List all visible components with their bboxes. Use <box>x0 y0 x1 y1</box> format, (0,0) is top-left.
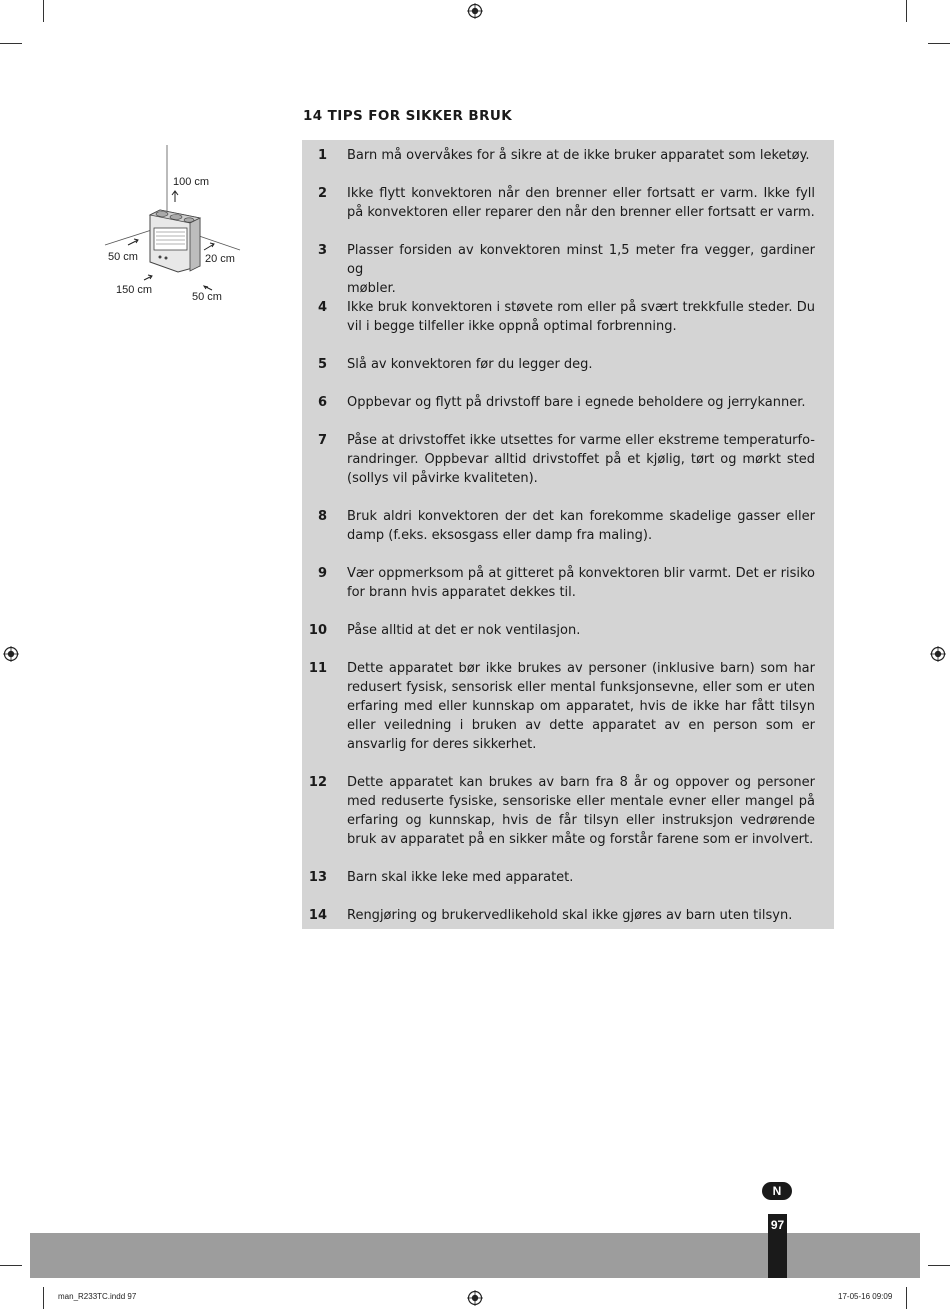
tip-text-line: Plasser forsiden av konvektoren minst 1,5 meter fra vegger, gardiner og <box>347 243 815 277</box>
tip-text <box>347 621 815 640</box>
section-title: 14 TIPS FOR SIKKER BRUK <box>303 108 513 124</box>
tip-text-line: vil i begge tilfeller ikke oppnå optimal forbrenning. <box>347 319 677 334</box>
clearance-label-front-left: 150 cm <box>116 284 153 296</box>
registration-mark-icon <box>930 646 946 662</box>
clearance-label-top: 100 cm <box>173 176 210 188</box>
registration-mark-icon <box>467 3 483 19</box>
tip-text <box>347 355 815 374</box>
language-badge: N <box>762 1182 792 1200</box>
tip-text <box>347 241 815 298</box>
tip-number: 2 <box>317 186 327 201</box>
tip-number: 10 <box>308 623 327 638</box>
tip-text-line: på konvektoren eller reparer den når den brenner eller fortsatt er varm. <box>347 205 815 220</box>
tip-number: 14 <box>308 908 327 923</box>
crop-mark <box>43 0 44 22</box>
tip-number: 5 <box>317 357 327 372</box>
tip-text <box>347 773 815 849</box>
clearance-label-right: 20 cm <box>205 253 235 265</box>
tip-number: 6 <box>317 395 327 410</box>
heater-icon <box>150 210 200 272</box>
tip-number: 1 <box>317 148 327 163</box>
tip-text-line: randringer. Oppbevar alltid drivstoffet på et kjølig, tørt og mørkt sted <box>347 452 815 467</box>
tip-text-line: Barn må overvåkes for å sikre at de ikke bruker apparatet som leketøy. <box>347 148 810 163</box>
tip-number: 7 <box>317 433 327 448</box>
crop-mark <box>906 1287 907 1309</box>
slug-date-time: 17-05-16 09:09 <box>838 1292 893 1301</box>
tip-text-line: Oppbevar og flytt på drivstoff bare i egnede beholdere og jerrykanner. <box>347 395 806 410</box>
tip-number: 12 <box>308 775 327 790</box>
tip-number: 13 <box>308 870 327 885</box>
tip-text <box>347 298 815 336</box>
tip-text-line: ansvarlig for deres sikkerhet. <box>347 737 537 752</box>
tip-text-line: (sollys vil påvirke kvaliteten). <box>347 471 538 486</box>
crop-mark <box>43 1287 44 1309</box>
tip-text-line: Barn skal ikke leke med apparatet. <box>347 870 574 885</box>
tip-text-line: for brann hvis apparatet dekkes til. <box>347 585 576 600</box>
tip-text <box>347 906 815 925</box>
tip-text-line: Bruk aldri konvektoren der det kan forekomme skadelige gasser eller <box>347 509 815 524</box>
registration-mark-icon <box>3 646 19 662</box>
tip-number: 4 <box>317 300 327 315</box>
tip-text <box>347 507 815 545</box>
tip-text-line: Dette apparatet bør ikke brukes av personer (inklusive barn) som har <box>347 661 815 676</box>
tip-text-line: Vær oppmerksom på at gitteret på konvektoren blir varmt. Det er risiko <box>347 566 815 581</box>
heater-clearance-diagram <box>100 140 250 310</box>
crop-mark <box>0 1265 22 1266</box>
tips-list <box>302 140 834 929</box>
crop-mark <box>928 43 950 44</box>
tip-text <box>347 431 815 488</box>
tip-text-line: Dette apparatet kan brukes av barn fra 8 år og oppover og personer <box>347 775 815 790</box>
tip-text-line: bruk av apparatet på en sikker måte og forstår farene som er involvert. <box>347 832 814 847</box>
tip-text-line: møbler. <box>347 281 396 296</box>
tip-text <box>347 393 815 412</box>
tip-text <box>347 146 815 165</box>
slug-file-info: man_R233TC.indd 97 <box>58 1292 137 1301</box>
page-number: 97 <box>770 1218 785 1232</box>
tip-text-line: erfaring med eller kunnskap om apparatet, hvis de ikke har fått tilsyn <box>347 699 815 714</box>
tip-text-line: Påse alltid at det er nok ventilasjon. <box>347 623 581 638</box>
tip-number: 3 <box>317 243 327 258</box>
registration-mark-icon <box>467 1290 483 1306</box>
crop-mark <box>0 43 22 44</box>
tip-text <box>347 184 815 222</box>
tip-text-line: Påse at drivstoffet ikke utsettes for varme eller ekstreme temperaturfo- <box>347 433 815 448</box>
tip-text-line: redusert fysisk, sensorisk eller mental funksjonsevne, eller som er uten <box>347 680 815 695</box>
tip-text-line: eller veiledning i bruken av dette apparatet av en person som er <box>347 718 815 733</box>
tip-text <box>347 868 815 887</box>
clearance-label-front-right: 50 cm <box>192 291 222 303</box>
clearance-label-left: 50 cm <box>108 251 138 263</box>
tip-text-line: erfaring og kunnskap, hvis de får tilsyn eller instruksjon vedrørende <box>347 813 815 828</box>
tip-number: 8 <box>317 509 327 524</box>
tip-text-line: Ikke bruk konvektoren i støvete rom eller på svært trekkfulle steder. Du <box>347 300 815 315</box>
tip-text-line: Rengjøring og brukervedlikehold skal ikke gjøres av barn uten tilsyn. <box>347 908 793 923</box>
tip-text-line: Slå av konvektoren før du legger deg. <box>347 357 593 372</box>
tip-text <box>347 564 815 602</box>
tip-number: 11 <box>308 661 327 676</box>
tip-text-line: Ikke flytt konvektoren når den brenner eller fortsatt er varm. Ikke fyll <box>347 186 815 201</box>
tip-number: 9 <box>317 566 327 581</box>
tip-text <box>347 659 815 754</box>
tip-text-line: med reduserte fysiske, sensoriske eller mentale evner eller mangel på <box>347 794 815 809</box>
crop-mark <box>928 1265 950 1266</box>
crop-mark <box>906 0 907 22</box>
tip-text-line: damp (f.eks. eksosgass eller damp fra maling). <box>347 528 653 543</box>
